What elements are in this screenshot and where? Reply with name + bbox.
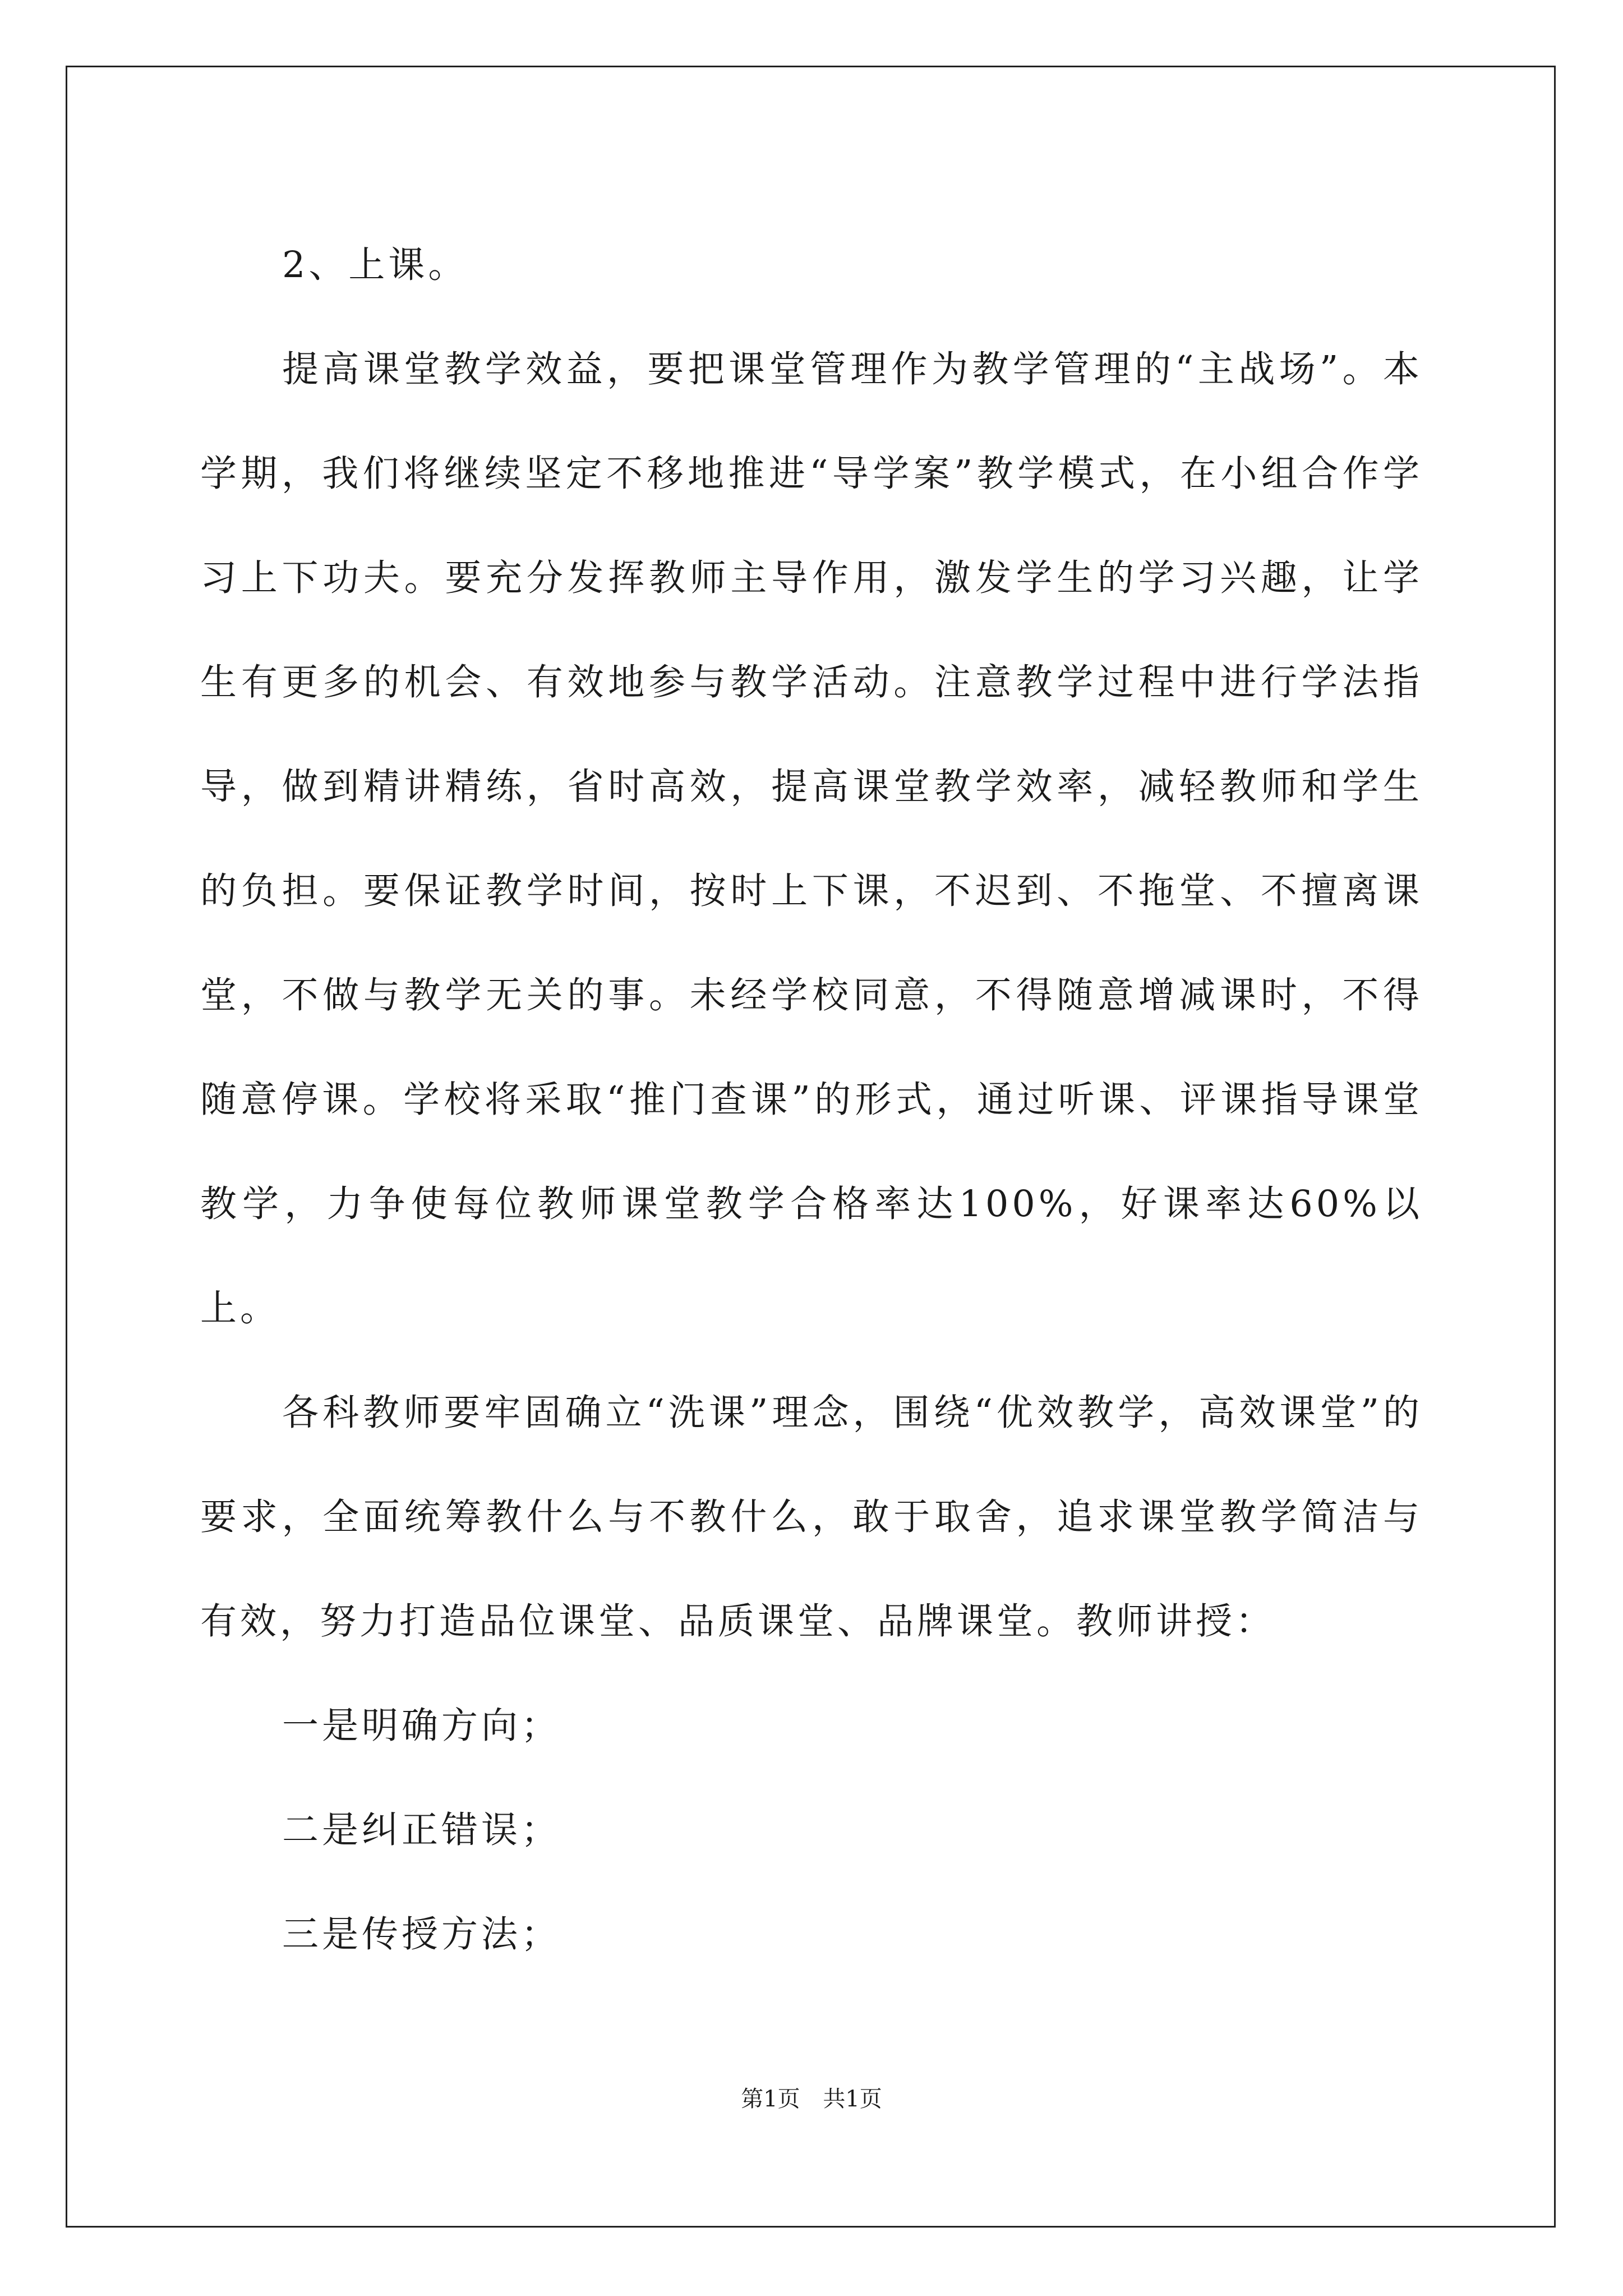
paragraph-classroom-management: 提高课堂教学效益，要把课堂管理作为教学管理的“主战场”。本学期，我们将继续坚定不移地推进“导学案”教学模式，在小组合作学习上下功夫。要充分发挥教师主导作用，激发学生的学习兴趣，让学生有更多的机会、有效地参与教学活动。注意教学过程中进行学法指导，做到精讲精练，省时高效，提高课堂教学效率，减轻教师和学生的负担。要保证教学时间，按时上下课，不迟到、不拖堂、不擅离课堂，不做与教学无关的事。未经学校同意，不得随意增减课时，不得随意停课。学校将采取“推门查课”的形式，通过听课、评课指导课堂教学，力争使每位教师课堂教学合格率达100%，好课率达60%以上。 (200, 348, 1423, 1329)
list-item-3: 三是传授方法； (282, 1913, 561, 1955)
page-number: 第1页 (741, 2086, 800, 2112)
section-heading: 2、上课。 (282, 244, 468, 286)
list-item-2: 二是纠正错误； (282, 1809, 561, 1851)
list-item-1: 一是明确方向； (282, 1705, 561, 1747)
paragraph-teacher-requirements: 各科教师要牢固确立“洗课”理念，围绕“优效教学，高效课堂”的要求，全面统筹教什么与不教什么，敢于取舍，追求课堂教学简洁与有效，努力打造品位课堂、品质课堂、品牌课堂。教师讲授： (200, 1392, 1423, 1642)
page-footer (0, 2082, 1623, 2116)
page-total: 共1页 (823, 2086, 882, 2112)
document-body (200, 213, 1423, 1987)
